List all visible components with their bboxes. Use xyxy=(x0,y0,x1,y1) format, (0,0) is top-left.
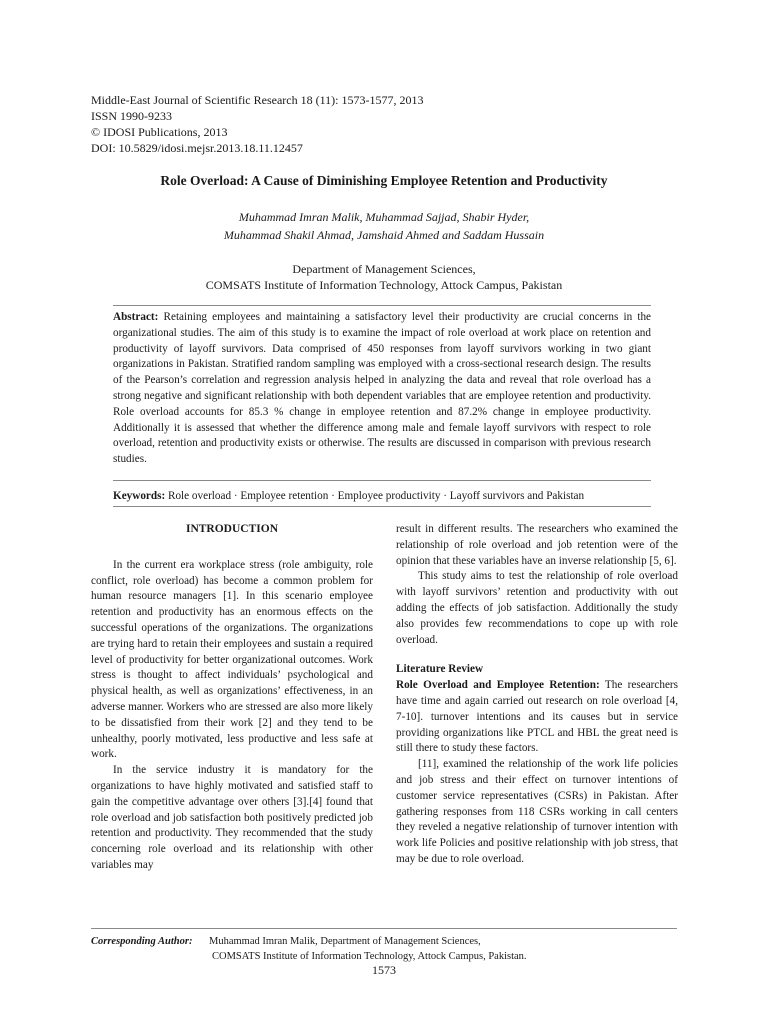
intro-paragraph-1: In the current era workplace stress (role ambiguity, role conflict, role overload) has become a common problem for human resource managers [1]. In this scenario employee retention and productivity has an enormous effects on the successful operations of the organizations. The organizations are trying hard to retain their employees and sustain a required level of productivity for better organizational outcomes. Work stress is thought to affect individuals’ psychological and physical health, as well as organizations’ effectiveness, in an adverse manner. Workers who are stressed are also more likely to be dissatisfied from their work [2] and they tend to be unhealthy, poorly motivated, less productive and less safe at work. xyxy=(91,558,373,761)
footer-rule xyxy=(91,928,677,929)
keywords-bottom-rule xyxy=(113,506,651,507)
keywords-label: Keywords: xyxy=(113,490,166,502)
left-column xyxy=(91,522,373,874)
abstract xyxy=(113,310,651,468)
role-overload-subheading: Role Overload and Employee Retention: xyxy=(396,679,600,692)
corresponding-author-line-2: COMSATS Institute of Information Technology, Attock Campus, Pakistan. xyxy=(212,951,527,962)
journal-citation: Middle-East Journal of Scientific Research 18 (11): 1573-1577, 2013 xyxy=(91,93,424,107)
introduction-heading: INTRODUCTION xyxy=(185,523,278,535)
affiliation-line-2: COMSATS Institute of Information Technology, Attock Campus, Pakistan xyxy=(205,278,563,292)
abstract-top-rule xyxy=(113,305,651,306)
issn: ISSN 1990-9233 xyxy=(91,109,173,123)
page-number: 1573 xyxy=(372,963,396,977)
authors-line-1: Muhammad Imran Malik, Muhammad Sajjad, Shabir Hyder, xyxy=(238,210,530,224)
intro-paragraph-2: In the service industry it is mandatory for the organizations to have highly motivated and satisfied staff to gain the competitive advantage over others [3].[4] found that role overload and job satisfaction both positively predicted job retention and productivity. They recommended that the study concerning role overload and its relationship with other variables may xyxy=(91,764,373,871)
right-column xyxy=(396,522,678,868)
abstract-text: Retaining employees and maintaining a satisfactory level their productivity are crucial concerns in the organizational studies. The aim of this study is to examine the impact of role overload at work place on retention and productivity of layoff survivors. Data comprised of 450 responses from layoff survivors working in two giant organizations in Pakistan. Stratified random sampling was employed with a cross-sectional research design. The results of the Pearson’s correlation and regression analysis helped in analyzing the data and reveal that role overload has a strong negative and significant relationship with both dependent variables that are employee retention and productivity. Role overload accounts for 85.3 % change in employee retention and 87.2% change in employee productivity. Additionally it is assessed that whether the difference among male and female layoff survivors with respect to role overload, retention and productivity exists or otherwise. The results are discussed in comparison with previous research studies. xyxy=(113,311,652,466)
affiliation-line-1: Department of Management Sciences, xyxy=(292,262,476,276)
right-paragraph-3 xyxy=(396,678,678,757)
copyright: © IDOSI Publications, 2013 xyxy=(91,125,228,139)
keywords-text: Role overload · Employee retention · Employee productivity · Layoff survivors and Pakistan xyxy=(168,490,585,502)
author-list xyxy=(0,208,768,244)
literature-review-heading: Literature Review xyxy=(396,663,484,676)
right-paragraph-3-text: The researchers have time and again carried out research on role overload [4, 7-10]. turnover intentions and its causes but in service providing organizations like PTCL and HBL the great need is still there to study these factors. xyxy=(396,679,678,755)
paper-title: Role Overload: A Cause of Diminishing Employee Retention and Productivity xyxy=(160,173,608,188)
right-paragraph-4: [11], examined the relationship of the work life policies and job stress and their effect on turnover intentions of customer service representatives (CSRs) in Pakistan. After gathering responses from 118 CSRs working in call centers they reveled a negative relationship of turnover intention with work life Policies and positive relationship with job stress, that may be due to role overload. xyxy=(396,758,678,865)
right-paragraph-1: result in different results. The researchers who examined the relationship of role overload and job retention were of the opinion that these variables have an inverse relationship [5, 6]. xyxy=(396,523,678,567)
journal-meta xyxy=(91,92,423,156)
corresponding-author-line-1: Muhammad Imran Malik, Department of Management Sciences, xyxy=(209,936,481,947)
corresponding-author xyxy=(91,934,677,964)
corresponding-author-label: Corresponding Author: xyxy=(91,936,193,947)
abstract-label: Abstract: xyxy=(113,311,159,323)
authors-line-2: Muhammad Shakil Ahmad, Jamshaid Ahmed and Saddam Hussain xyxy=(223,228,545,242)
right-paragraph-2: This study aims to test the relationship of role overload with layoff survivors’ retention and productivity with out adding the effects of job satisfaction. Additionally the study also provides few recommendations to cope up with role overload. xyxy=(396,570,678,646)
doi: DOI: 10.5829/idosi.mejsr.2013.18.11.12457 xyxy=(91,141,303,155)
keywords-top-rule xyxy=(113,480,651,481)
affiliation xyxy=(0,261,768,293)
keywords xyxy=(113,489,651,504)
